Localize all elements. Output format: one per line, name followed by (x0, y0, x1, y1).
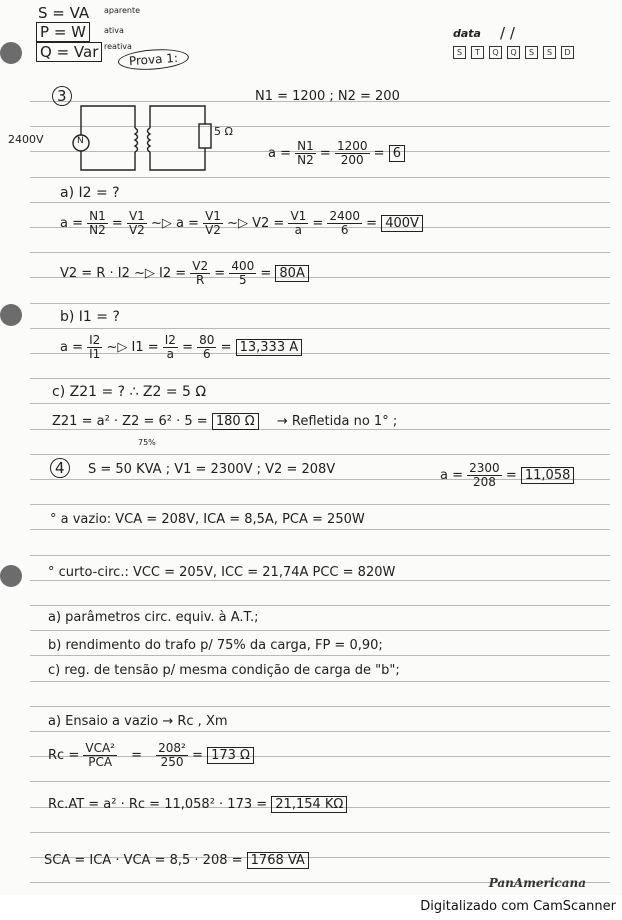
formula-p: P = W (36, 22, 90, 42)
note-ativa: ativa (104, 26, 124, 35)
load-value: 5 Ω (214, 125, 233, 138)
math-term: a (294, 223, 303, 237)
q3-number-circle: 3 (52, 86, 72, 106)
ratio-den: N2 (297, 153, 314, 167)
math-term: = (192, 748, 203, 763)
math-term: V1 (205, 209, 221, 223)
math-term: Rc = (48, 748, 80, 763)
ruled-line (30, 555, 610, 556)
math-term: a = (440, 468, 463, 483)
binder-hole (0, 42, 22, 64)
ruled-line (30, 454, 610, 455)
ruled-line (30, 177, 610, 178)
fraction (127, 210, 147, 237)
math-term: V1 (128, 209, 145, 223)
fraction (203, 210, 223, 237)
ruled-line (30, 202, 610, 203)
fraction (327, 210, 362, 237)
math-term: = (366, 216, 378, 231)
weekday-box: T (471, 46, 484, 59)
ruled-line (30, 655, 610, 656)
fraction (288, 210, 308, 237)
source-voltage: 2400V (8, 133, 44, 146)
ratio-den: 200 (340, 153, 364, 167)
q4-vazio: ° a vazio: VCA = 208V, ICA = 8,5A, PCA = 250W (50, 512, 365, 527)
result-80a: 80A (275, 265, 308, 282)
math-term: 2300 (469, 461, 500, 475)
weekday-box: Q (507, 46, 520, 59)
result-400v: 400V (381, 215, 423, 232)
math-term: I2 (164, 333, 176, 347)
result-i1: 13,333 A (236, 339, 303, 356)
q4-item-a: a) parâmetros circ. equiv. à A.T.; (48, 610, 259, 625)
math-term: V1 (290, 209, 307, 223)
math-term: R (196, 273, 205, 287)
math-term: 208² (158, 741, 186, 755)
ruled-line (30, 731, 610, 732)
math-term: → Refletida no 1° ; (276, 414, 398, 429)
weekday-box: S (453, 46, 466, 59)
q4-curto: ° curto-circ.: VCC = 205V, ICC = 21,74A PCC = 820W (48, 565, 396, 580)
circled-title: Prova 1: (117, 47, 189, 72)
ruled-line (30, 681, 610, 682)
fraction (467, 462, 502, 489)
fraction (190, 260, 210, 287)
q4-specs: S = 50 KVA ; V1 = 2300V ; V2 = 208V (88, 462, 336, 477)
weekday-box: D (561, 46, 574, 59)
ratio-num: N1 (297, 139, 314, 153)
note-aparente: aparente (104, 6, 141, 15)
q4-item-b: b) rendimento do trafo p/ 75% da carga, FP = 0,90; (48, 638, 383, 653)
ratio-lhs: a = (268, 146, 291, 161)
ratio-frac-1 (295, 140, 316, 167)
ruled-line (30, 378, 610, 379)
ruled-line (30, 504, 610, 505)
load-resistor (199, 124, 211, 148)
q4-rcat (48, 797, 347, 812)
q4-number (50, 458, 70, 478)
math-term: V2 (192, 259, 209, 273)
formula-q: Q = Var (36, 42, 102, 62)
ratio-eq: = (319, 146, 331, 161)
ruled-line (30, 605, 610, 606)
math-term: V2 = R · I2 ~▷ I2 = (60, 266, 187, 281)
math-term: 80 (199, 333, 215, 347)
ruled-line (30, 630, 610, 631)
date-label: data (453, 27, 481, 40)
result-z21: 180 Ω (212, 413, 259, 430)
q4-ratio (440, 462, 574, 489)
formula-s: S = VA (38, 4, 90, 22)
math-term: a = (60, 216, 83, 231)
math-term: Z21 = a² · Z2 = 6² · 5 = (52, 414, 208, 429)
math-term: a (166, 347, 175, 361)
fraction (83, 742, 117, 769)
math-term: ~▷ a = (150, 216, 199, 231)
math-term: 2400 (329, 209, 361, 223)
fraction (156, 742, 188, 769)
ruled-line (30, 328, 610, 329)
note-75: 75% (138, 438, 156, 447)
brand-logo: PanAmericana (488, 876, 586, 890)
math-term: = (111, 216, 123, 231)
ruled-line (30, 706, 610, 707)
note-reativa: reativa (104, 42, 132, 51)
math-term: V2 (205, 223, 221, 237)
binder-hole (0, 304, 22, 326)
math-term: 400 (231, 259, 255, 273)
ruled-line (30, 580, 610, 581)
secondary-loop (150, 106, 205, 170)
ruled-line (30, 303, 610, 304)
math-term: = (312, 216, 324, 231)
primary-loop (81, 106, 135, 170)
math-term: N2 (89, 223, 106, 237)
math-term: ~▷ V2 = (227, 216, 285, 231)
source-symbol: N (77, 136, 84, 146)
q3-a-line2 (60, 260, 309, 287)
math-term: a = (60, 340, 83, 355)
result-rcat: 21,154 KΩ (271, 796, 347, 813)
math-term: PCA (88, 755, 113, 769)
math-term: I2 (89, 333, 101, 347)
math-term: ~▷ I1 = (106, 340, 159, 355)
math-term: = (260, 266, 272, 281)
math-term: I1 (89, 347, 101, 361)
math-term: = (182, 340, 193, 355)
ruled-line (30, 429, 610, 430)
fraction (229, 260, 256, 287)
math-term: = (131, 748, 143, 763)
math-term: SCA = ICA · VCA = 8,5 · 208 = (44, 853, 243, 868)
q4-ratio-result: 11,058 (521, 467, 575, 484)
fraction (87, 210, 108, 237)
math-term: VCA² (85, 741, 115, 755)
q3-ratio: a = $\frac{N1}{N2}$ = $\frac{1200}{200}$ = 6 (268, 140, 405, 167)
ratio-num: 1200 (336, 139, 368, 153)
math-term: 6 (340, 223, 349, 237)
fraction (197, 334, 216, 361)
weekday-box: Q (489, 46, 502, 59)
ruled-line (30, 529, 610, 530)
q3-part-c: c) Z21 = ? ∴ Z2 = 5 Ω (52, 384, 207, 400)
q3-part-a: a) I2 = ? (60, 185, 120, 201)
date-slashes: / / (500, 24, 515, 42)
q4-ensaio: a) Ensaio a vazio → Rc , Xm (48, 714, 228, 729)
math-term: 208 (472, 475, 496, 489)
fraction (163, 334, 178, 361)
q4-item-c: c) reg. de tensão p/ mesma condição de carga de "b"; (48, 663, 400, 678)
weekday-box: S (525, 46, 538, 59)
q4-sca (44, 853, 309, 868)
ruled-line (30, 781, 610, 782)
binder-hole (0, 565, 22, 587)
q3-c-line (52, 414, 397, 429)
math-term: = (505, 468, 517, 483)
fraction (87, 334, 102, 361)
ratio-frac-2 (335, 140, 370, 167)
scanner-footer: Digitalizado com CamScanner (420, 899, 616, 914)
result-sca: 1768 VA (247, 852, 309, 869)
result-rc: 173 Ω (207, 747, 254, 764)
math-term: V2 (128, 223, 145, 237)
weekday-box: S (543, 46, 556, 59)
ruled-line (30, 252, 610, 253)
q3-a-line1 (60, 210, 423, 237)
math-term: 5 (238, 273, 247, 287)
ruled-line (30, 832, 610, 833)
ruled-line (30, 403, 610, 404)
math-term: = (214, 266, 226, 281)
secondary-coil (148, 128, 151, 152)
q4-rc (48, 742, 254, 769)
q4-number-circle: 4 (50, 458, 70, 478)
math-term: 250 (160, 755, 184, 769)
q3-part-b: b) I1 = ? (60, 309, 120, 325)
q3-b-line (60, 334, 302, 361)
primary-coil (135, 128, 138, 152)
ratio-result: 6 (389, 145, 405, 162)
math-term: N1 (89, 209, 106, 223)
math-term: = (220, 340, 232, 355)
q3-turns: N1 = 1200 ; N2 = 200 (255, 89, 400, 104)
math-term: Rc.AT = a² · Rc = 11,058² · 173 = (48, 797, 268, 812)
math-term: 6 (202, 347, 211, 361)
